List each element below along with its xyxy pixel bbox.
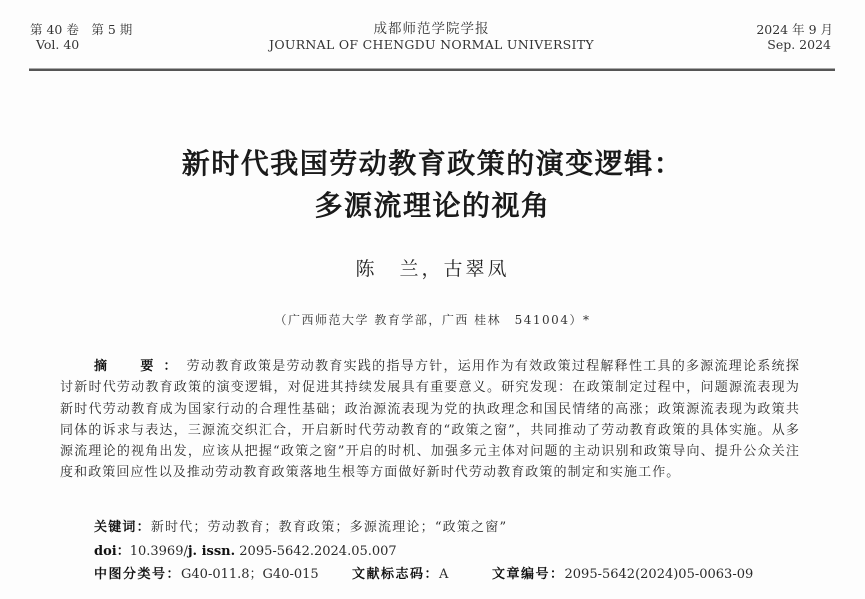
document-code-label: 文献标志码： — [352, 567, 440, 582]
publication-date-en: Sep. 2024 — [767, 37, 831, 52]
article-title-line1: 新时代我国劳动教育政策的演变逻辑： — [181, 147, 684, 180]
document-code — [352, 563, 448, 582]
article-number — [492, 563, 753, 582]
doi-label: doi： — [94, 544, 130, 559]
keywords-text: 新时代；劳动教育；教育政策；多源流理论；“政策之窗” — [150, 520, 508, 535]
authors: 陈 兰，古翠凤 — [355, 258, 510, 280]
affiliation: （广西师范大学 教育学部，广西 桂林 541004）* — [274, 313, 591, 327]
journal-name-cn: 成都师范学院学报 — [373, 21, 490, 37]
doi-suffix: 2095-5642.2024.05.007 — [235, 544, 397, 559]
doi — [94, 540, 397, 559]
article-title-line2: 多源流理论的视角 — [314, 189, 551, 222]
keywords-label: 关键词： — [94, 520, 151, 535]
abstract-label: 摘 要： — [94, 359, 187, 374]
clc-label: 中图分类号： — [94, 567, 182, 582]
volume-issue-cn: 第 40 卷 第 5 期 — [30, 22, 133, 37]
article-number-value: 2095-5642(2024)05-0063-09 — [564, 567, 754, 582]
publication-date — [756, 22, 833, 52]
keywords — [94, 516, 507, 535]
abstract-text: 劳动教育政策是劳动教育实践的指导方针，运用作为有效政策过程解释性工具的多源流理论系统探讨新时代劳动教育政策的演变逻辑，对促进其持续发展具有重要意义。研究发现：在政策制定过程中，问题源流表现为新时代劳动教育成为国家行动的合理性基础；政治源流表现为党的执政理念和国民情绪的高涨；政策源流表现为政策共同体的诉求与表达，三源流交织汇合，开启新时代劳动教育的“政策之窗”，共同推动了劳动教育政策的具体实施。从多源流理论的视角出发，应该从把握“政策之窗”开启的时机、加强多元主体对问题的主动识别和政策导向、提升公众关注度和政策回应性以及推动劳动教育政策落地生根等方面做好新时代劳动教育政策的制定和实施工作。 — [60, 359, 800, 481]
clc-value: G40-011.8；G40-015 — [181, 567, 319, 582]
journal-name-en: JOURNAL OF CHENGDU NORMAL UNIVERSITY — [269, 37, 594, 52]
journal-name — [30, 22, 833, 52]
publication-date-cn: 2024 年 9 月 — [756, 22, 833, 37]
header-divider — [29, 68, 835, 71]
journal-header — [30, 22, 833, 66]
document-code-value: A — [439, 567, 449, 582]
article-number-label: 文章编号： — [492, 567, 565, 582]
doi-bold: j. issn. — [187, 544, 236, 559]
volume-en: Vol. 40 — [36, 37, 80, 52]
clc-number — [94, 563, 319, 582]
abstract — [60, 356, 800, 484]
doi-prefix: 10.3969/ — [129, 544, 188, 559]
